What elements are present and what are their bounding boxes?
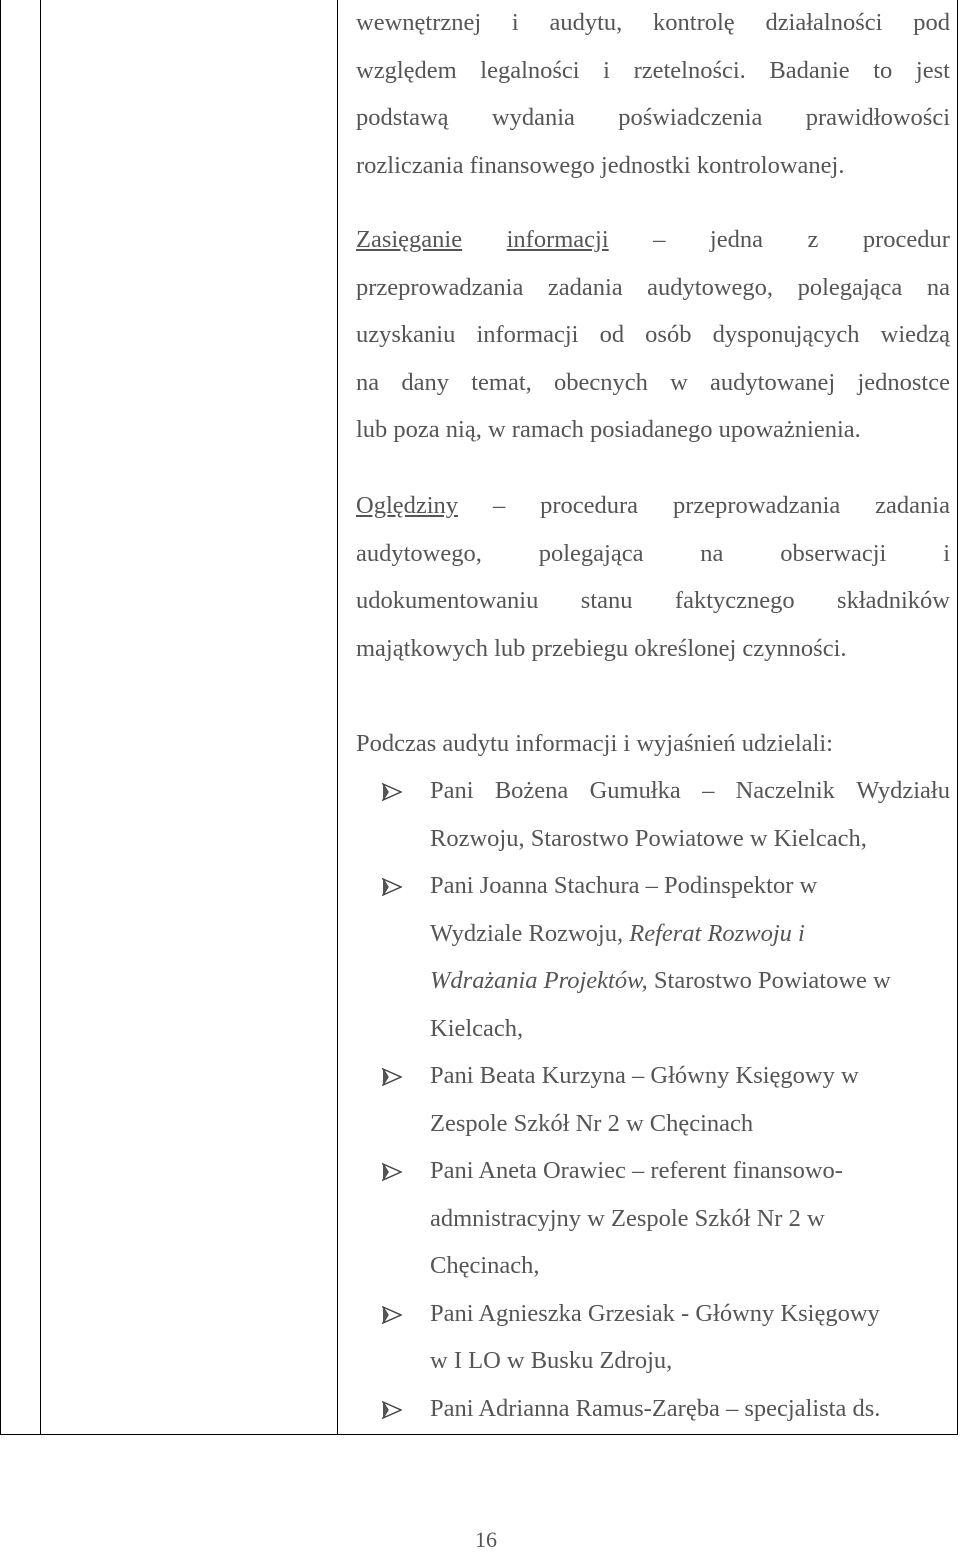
word: faktycznego	[674, 587, 795, 614]
page-number: 16	[475, 1527, 497, 1552]
word: to	[873, 56, 893, 84]
text-line: Zespole Szkół Nr 2 w Chęcinach	[430, 1109, 754, 1137]
word: Gumułka	[589, 777, 681, 804]
arrowhead-bullet-icon	[382, 1385, 404, 1433]
word: audytu,	[549, 9, 623, 36]
arrowhead-bullet-icon	[382, 767, 404, 815]
word: prawidłowości	[805, 104, 950, 131]
word: w	[670, 368, 688, 396]
text-italic: Wdrażania Projektów,	[430, 967, 648, 994]
word: na	[926, 273, 950, 301]
table-column-divider	[40, 0, 41, 1435]
text-line	[356, 264, 950, 312]
list-item	[356, 1385, 950, 1433]
word: Pani	[430, 777, 474, 804]
word: polegająca	[797, 273, 903, 301]
defined-term-word: informacji	[506, 226, 609, 253]
word: przeprowadzania	[672, 492, 841, 519]
word: temat,	[471, 368, 532, 396]
word: Wydziału	[856, 777, 950, 804]
paragraph-informants-intro	[356, 720, 950, 768]
word: zadania	[875, 492, 950, 519]
text-line	[356, 0, 950, 47]
word: wiedzą	[880, 321, 950, 348]
defined-term-word: Zasięganie	[356, 226, 463, 253]
word: osób	[645, 321, 692, 348]
text-line: Pani Aneta Orawiec – referent finansowo-	[430, 1157, 843, 1184]
word: jedna	[709, 226, 763, 253]
text-line: lub poza nią, w ramach posiadanego upoważnienia.	[356, 416, 861, 443]
word: zadania	[547, 273, 623, 301]
list-item	[356, 1052, 950, 1147]
word: audytowego,	[647, 273, 774, 301]
word: od	[599, 321, 625, 348]
word: –	[702, 777, 715, 804]
word: kontrolę	[653, 9, 735, 36]
text-italic: Referat Rozwoju i	[629, 919, 805, 947]
word: dany	[401, 368, 449, 396]
word: działalności	[765, 9, 883, 36]
text-line	[430, 767, 950, 815]
list-item	[356, 767, 950, 862]
text-line: Kielcach,	[430, 1014, 524, 1042]
paragraph-definition-inspection	[356, 482, 950, 672]
word: pod	[913, 9, 950, 36]
word: przeprowadzania	[356, 273, 524, 301]
text-line	[356, 47, 950, 95]
word: informacji	[476, 321, 579, 348]
dash: –	[492, 492, 506, 519]
text-line: Podczas audytu informacji i wyjaśnień udzielali:	[356, 730, 833, 757]
word: Bożena	[494, 777, 569, 804]
definition-first-line	[356, 216, 950, 264]
text-plain: Wydziale Rozwoju,	[430, 919, 630, 947]
word: jest	[915, 56, 950, 84]
text-line: Pani Adrianna Ramus-Zaręba – specjalista ds.	[430, 1394, 881, 1422]
text-line: rozliczania finansowego jednostki kontrolowanej.	[356, 151, 845, 179]
paragraph-audit-scope	[356, 0, 950, 189]
text-line	[356, 311, 950, 359]
defined-term: Oględziny	[356, 492, 459, 519]
text-line: majątkowych lub przebiegu określonej czynności.	[356, 634, 847, 662]
arrowhead-bullet-icon	[382, 862, 404, 910]
table-column-divider	[337, 0, 338, 1435]
list-item	[356, 1147, 950, 1290]
text-line	[356, 94, 950, 142]
word: i	[511, 9, 519, 36]
word: względem	[356, 56, 457, 84]
text-line: Pani Joanna Stachura – Podinspektor w	[430, 872, 818, 899]
paragraph-definition-information	[356, 216, 950, 454]
word: audytowego,	[356, 539, 482, 567]
dash: –	[653, 226, 666, 253]
text-line	[356, 530, 950, 578]
text-line	[356, 359, 950, 407]
text-line	[430, 957, 950, 1005]
text-plain: Starostwo Powiatowe w	[647, 967, 891, 994]
text-line: Pani Beata Kurzyna – Główny Księgowy w	[430, 1062, 859, 1089]
word: poświadczenia	[618, 104, 763, 131]
text-line: admnistracyjny w Zespole Szkół Nr 2 w	[430, 1204, 825, 1232]
word: Naczelnik	[735, 777, 835, 804]
word: i	[943, 539, 950, 567]
word: wydania	[491, 104, 575, 131]
word: i	[603, 56, 610, 84]
word: wewnętrznej	[356, 9, 482, 36]
word: z	[807, 226, 819, 253]
word: stanu	[580, 587, 633, 614]
word: składników	[837, 587, 950, 614]
word: rzetelności.	[633, 56, 746, 84]
list-item	[356, 862, 950, 1052]
arrowhead-bullet-icon	[382, 1147, 404, 1195]
word: na	[356, 368, 380, 396]
arrowhead-bullet-icon	[382, 1052, 404, 1100]
text-line	[356, 577, 950, 625]
word: Badanie	[769, 56, 850, 84]
word: dysponujących	[712, 321, 860, 348]
word: obecnych	[554, 368, 648, 396]
word: jednostce	[857, 368, 950, 396]
text-line: w I LO w Busku Zdroju,	[430, 1347, 673, 1374]
text-line: Chęcinach,	[430, 1252, 540, 1279]
word: podstawą	[356, 104, 449, 131]
word: audytowanej	[710, 368, 836, 396]
word: uzyskaniu	[356, 321, 456, 348]
word: procedur	[862, 226, 950, 253]
arrowhead-bullet-icon	[382, 1290, 404, 1338]
text-line: Rozwoju, Starostwo Powiatowe w Kielcach,	[430, 824, 867, 852]
word: obserwacji	[780, 539, 887, 567]
word: na	[700, 539, 724, 567]
informants-list	[356, 767, 950, 1432]
definition-first-line	[356, 482, 950, 530]
word: procedura	[540, 492, 639, 519]
text-line: Pani Agnieszka Grzesiak - Główny Księgowy	[430, 1299, 880, 1327]
word: legalności	[480, 56, 580, 84]
word: polegająca	[538, 539, 644, 567]
list-item	[356, 1290, 950, 1385]
text-line	[430, 910, 950, 958]
word: udokumentowaniu	[356, 587, 539, 614]
